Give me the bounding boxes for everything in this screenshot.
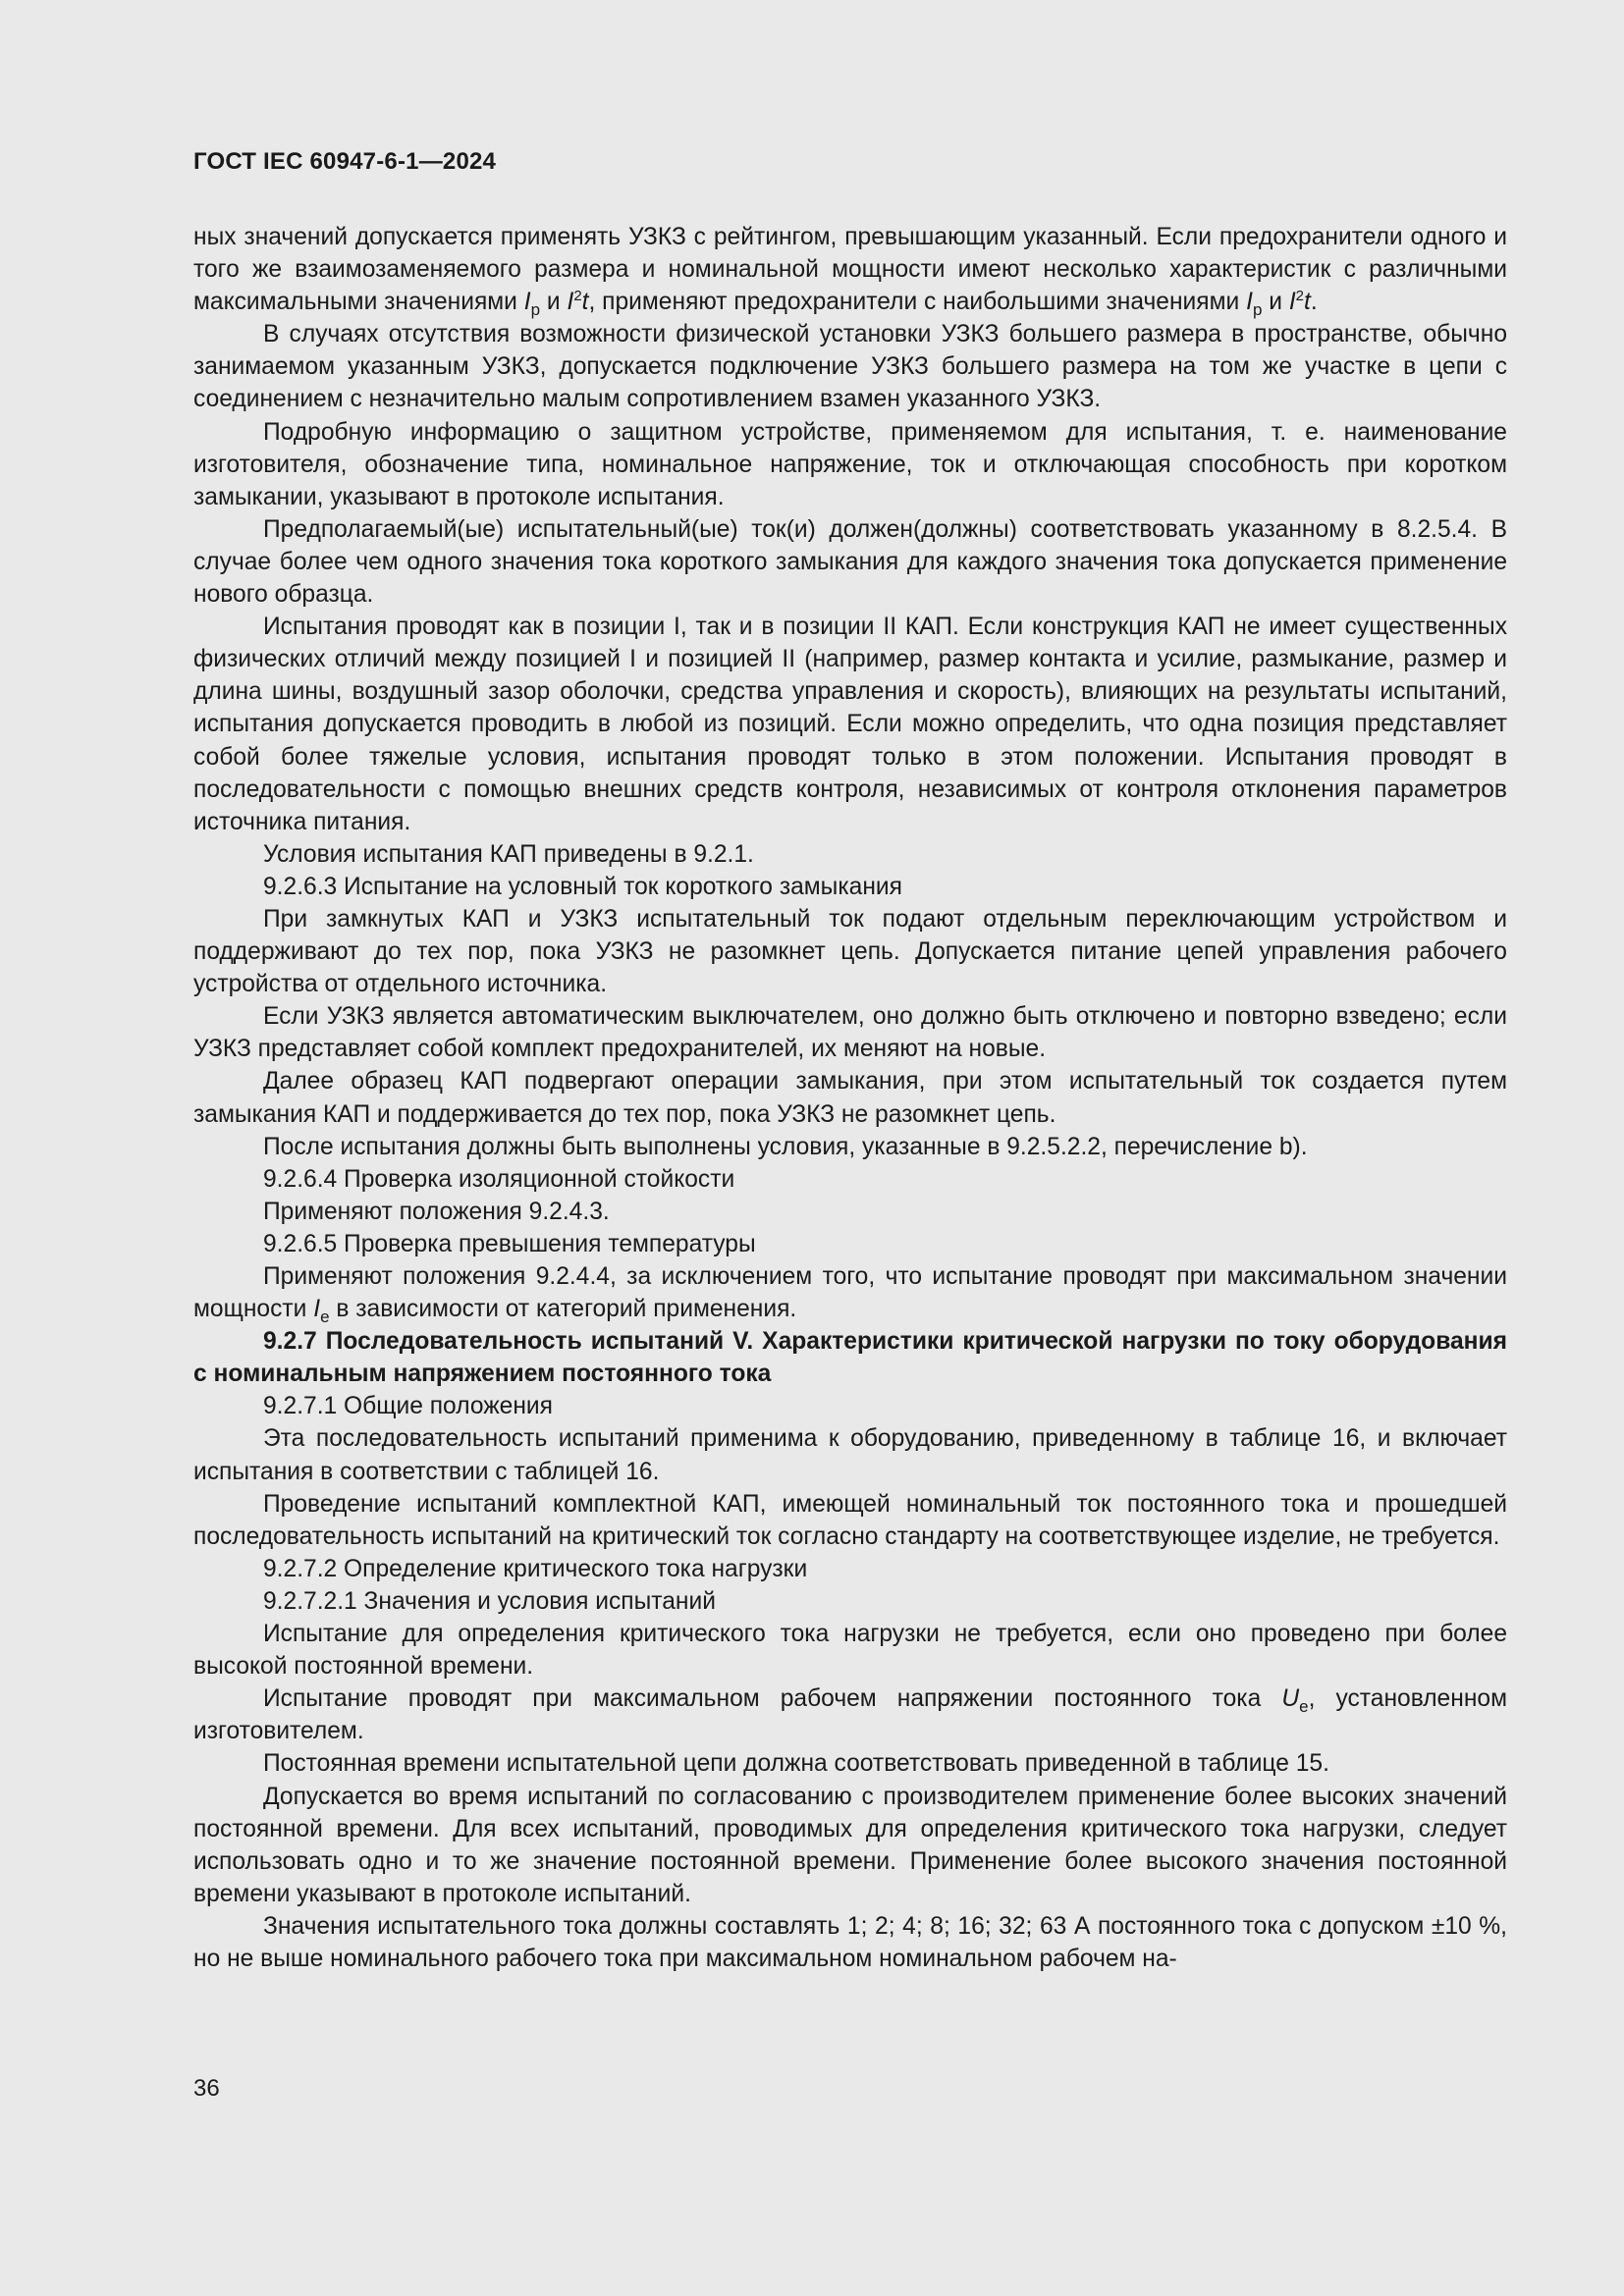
document-code-header: ГОСТ IEC 60947-6-1—2024 [193,148,497,175]
text-run: Применяют положения 9.2.4.3. [263,1198,610,1225]
body-paragraph [193,1682,1507,1747]
text-run: 2 [573,288,582,305]
text-run: t [581,289,589,316]
text-run: 2 [1295,288,1304,305]
body-paragraph [193,1618,1507,1682]
body-paragraph [193,513,1507,611]
body-paragraph [193,1422,1507,1487]
page-number: 36 [193,2075,220,2102]
text-run: Допускается во время испытаний по согласованию с производителем применение более высоких значений постоянной времени. Для всех испытаний, проводимых для определения критического тока нагрузки, следует использовать одно и то же значение постоянной времени. Применение более высокого значения постоянной времени указывают в протоколе испытаний. [193,1783,1507,1907]
body-paragraph [193,871,1507,903]
text-run: Эта последовательность испытаний применима к оборудованию, приведенному в таблице 16, и включает испытания в соответствии с таблицей 16. [193,1425,1507,1485]
text-run: 9.2.7.1 Общие положения [263,1393,553,1420]
text-run: t [1304,289,1311,316]
text-run: Постоянная времени испытательной цепи должна соответствовать приведенной в таблице 15. [263,1750,1329,1778]
body-paragraph [193,1553,1507,1585]
text-run: I [523,289,531,316]
text-run: Испытания проводят как в позиции I, так и в позиции II КАП. Если конструкция КАП не имеет существенных физических отличий между позицией I и позицией II (например, размер контакта и усилие, размыкание, размер и длина шины, воздушный зазор оболочки, средства управления и скорость), влияющих на результаты испытаний, испытания допускается проводить в любой из позиций. Если можно определить, что одна позиция представляет собой более тяжелые условия, испытания проводят только в этом положении. Испытания проводят в последовательности с помощью внешних средств контроля, независимых от контроля отклонения параметров источника питания. [193,614,1507,835]
text-run: и [540,289,568,316]
body-paragraph [193,611,1507,838]
text-run: I [567,289,574,316]
text-run: . [1310,289,1318,316]
text-run: Применяют положения 9.2.4.4, за исключением того, что испытание проводят при максимальном значении мощности [193,1263,1507,1323]
body-paragraph [193,1585,1507,1618]
section-heading [193,1325,1507,1390]
text-run: Испытание проводят при максимальном рабочем напряжении постоянного тока [263,1685,1282,1713]
body-paragraph [193,318,1507,415]
text-run: U [1281,1685,1300,1713]
body-paragraph [193,1260,1507,1325]
text-run: e [320,1308,330,1327]
body-paragraph [193,1196,1507,1228]
body-paragraph [193,903,1507,1000]
text-run: При замкнутых КАП и УЗКЗ испытательный ток подают отдельным переключающим устройством и поддерживают до тех пор, пока УЗКЗ не разомкнет цепь. Допускается питание цепей управления рабочего устройства от отдельного источника. [193,905,1507,998]
text-run: , установленном изготовителем. [193,1685,1507,1745]
text-run: Если УЗКЗ является автоматическим выключателем, оно должно быть отключено и повторно взведено; если УЗКЗ представляет собой комплект предохранителей, их меняют на новые. [193,1003,1507,1063]
body-paragraph [193,1228,1507,1260]
text-run: 9.2.6.3 Испытание на условный ток короткого замыкания [263,873,902,900]
text-run: Проведение испытаний комплектной КАП, имеющей номинальный ток постоянного тока и прошедшей последовательность испытаний на критический ток согласно стандарту на соответствующее изделие, не требуется. [193,1490,1507,1550]
body-paragraph [193,1000,1507,1065]
body-paragraph [193,1488,1507,1553]
text-run: 9.2.7 Последовательность испытаний V. Характеристики критической нагрузки по току оборудования с номинальным напряжением постоянного тока [193,1328,1507,1388]
text-run: I [313,1296,321,1323]
body-paragraph [193,1131,1507,1163]
text-run: в зависимости от категорий применения. [329,1296,797,1323]
body-paragraph [193,1910,1507,1975]
text-run: После испытания должны быть выполнены условия, указанные в 9.2.5.2.2, перечисление b). [263,1133,1308,1160]
text-run: 9.2.6.4 Проверка изоляционной стойкости [263,1165,735,1193]
body-paragraph [193,1163,1507,1196]
text-run: и [1262,289,1289,316]
body-paragraph [193,221,1507,318]
text-run: 9.2.6.5 Проверка превышения температуры [263,1230,756,1257]
body-paragraph [193,1781,1507,1910]
body-paragraph [193,1390,1507,1422]
text-run: p [1252,300,1263,320]
text-run: Подробную информацию о защитном устройстве, применяемом для испытания, т. е. наименование изготовителя, обозначение типа, номинальное напряжение, ток и отключающая способность при коротком замыкании, указывают в протоколе испытания. [193,418,1507,510]
text-run: Условия испытания КАП приведены в 9.2.1. [263,840,754,868]
text-run: Предполагаемый(ые) испытательный(ые) ток(и) должен(должны) соответствовать указанному в 8.2.5.4. В случае более чем одного значения тока короткого замыкания для каждого значения тока допускается применение нового образца. [193,515,1507,609]
text-run: , применяют предохранители с наибольшими значениями [588,289,1247,316]
text-run: В случаях отсутствия возможности физической установки УЗКЗ большего размера в пространстве, обычно занимаемом указанным УЗКЗ, допускается подключение УЗКЗ большего размера на том же участке в цепи с соединением с незначительно малым сопротивлением взамен указанного УЗКЗ. [193,321,1507,413]
text-run: 9.2.7.2 Определение критического тока нагрузки [263,1555,808,1582]
text-run: Испытание для определения критического тока нагрузки не требуется, если оно проведено при более высокой постоянной времени. [193,1621,1507,1681]
text-run: I [1246,289,1253,316]
text-run: e [1299,1697,1309,1717]
text-run: Значения испытательного тока должны составлять 1; 2; 4; 8; 16; 32; 63 А постоянного тока с допуском ±10 %, но не выше номинального рабочего тока при максимальном номинальном рабочем на- [193,1912,1507,1972]
text-run: p [530,300,541,320]
body-paragraph [193,1065,1507,1130]
text-run: 9.2.7.2.1 Значения и условия испытаний [263,1587,716,1615]
body-paragraph [193,1747,1507,1780]
text-run: ных значений допускается применять УЗКЗ с рейтингом, превышающим указанный. Если предохранители одного и того же взаимозаменяемого размера и номинальной мощности имеют несколько характеристик с различными максимальными значениями [193,224,1507,316]
document-body [193,221,1507,1975]
text-run: I [1288,289,1296,316]
body-paragraph [193,416,1507,513]
body-paragraph [193,838,1507,871]
text-run: Далее образец КАП подвергают операции замыкания, при этом испытательный ток создается путем замыкания КАП и поддерживается до тех пор, пока УЗКЗ не разомкнет цепь. [193,1068,1507,1128]
